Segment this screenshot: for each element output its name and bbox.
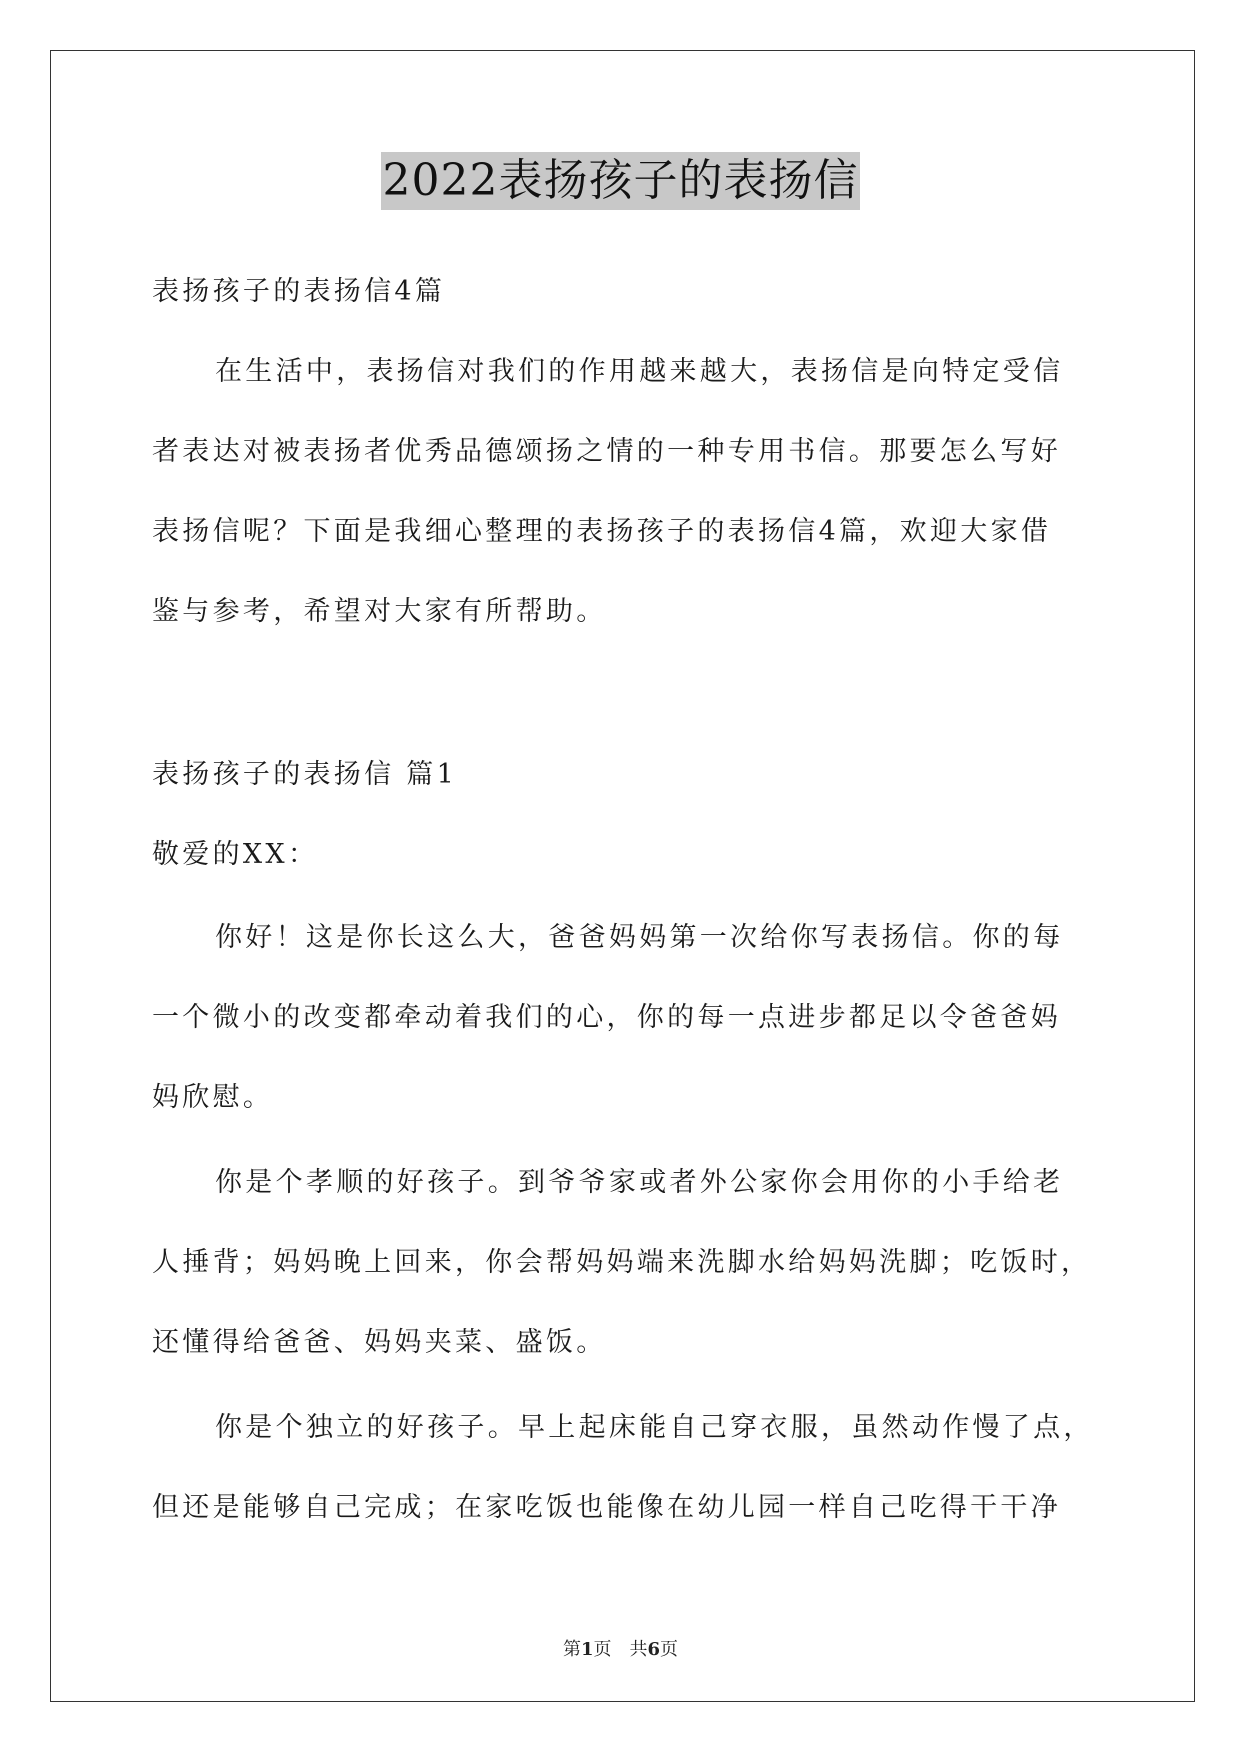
intro-line: 在生活中，表扬信对我们的作用越来越大，表扬信是向特定受信 xyxy=(215,356,1064,387)
paragraph-line: 你好！这是你长这么大，爸爸妈妈第一次给你写表扬信。你的每 xyxy=(215,922,1064,953)
document-title: 2022表扬孩子的表扬信 xyxy=(381,152,861,210)
paragraph-line: 一个微小的改变都牵动着我们的心，你的每一点进步都足以令爸爸妈 xyxy=(152,1002,1061,1033)
paragraph-line: 妈欣慰。 xyxy=(152,1082,274,1113)
current-page-number: 1 xyxy=(580,1639,594,1660)
total-page-number: 6 xyxy=(647,1639,661,1660)
intro-line: 者表达对被表扬者优秀品德颂扬之情的一种专用书信。那要怎么写好 xyxy=(152,436,1061,467)
salutation: 敬爱的XX： xyxy=(152,839,319,870)
page-label-suffix: 页 xyxy=(660,1639,679,1660)
page-label-prefix: 第 xyxy=(562,1639,581,1660)
page-footer xyxy=(0,1635,1241,1661)
subtitle: 表扬孩子的表扬信4篇 xyxy=(152,276,446,307)
intro-line: 鉴与参考，希望对大家有所帮助。 xyxy=(152,596,607,627)
title-container xyxy=(0,152,1241,210)
paragraph-line: 还懂得给爸爸、妈妈夹菜、盛饭。 xyxy=(152,1327,607,1358)
paragraph-line: 你是个孝顺的好孩子。到爷爷家或者外公家你会用你的小手给老 xyxy=(215,1167,1064,1198)
paragraph-line: 你是个独立的好孩子。早上起床能自己穿衣服，虽然动作慢了点， xyxy=(215,1412,1094,1443)
intro-line: 表扬信呢？下面是我细心整理的表扬孩子的表扬信4篇，欢迎大家借 xyxy=(152,516,1052,547)
page-label-mid: 页 共 xyxy=(593,1639,648,1660)
paragraph-line: 但还是能够自己完成；在家吃饭也能像在幼儿园一样自己吃得干干净 xyxy=(152,1492,1061,1523)
paragraph-line: 人捶背；妈妈晚上回来，你会帮妈妈端来洗脚水给妈妈洗脚；吃饭时， xyxy=(152,1247,1092,1278)
section-heading: 表扬孩子的表扬信 篇1 xyxy=(152,759,458,790)
